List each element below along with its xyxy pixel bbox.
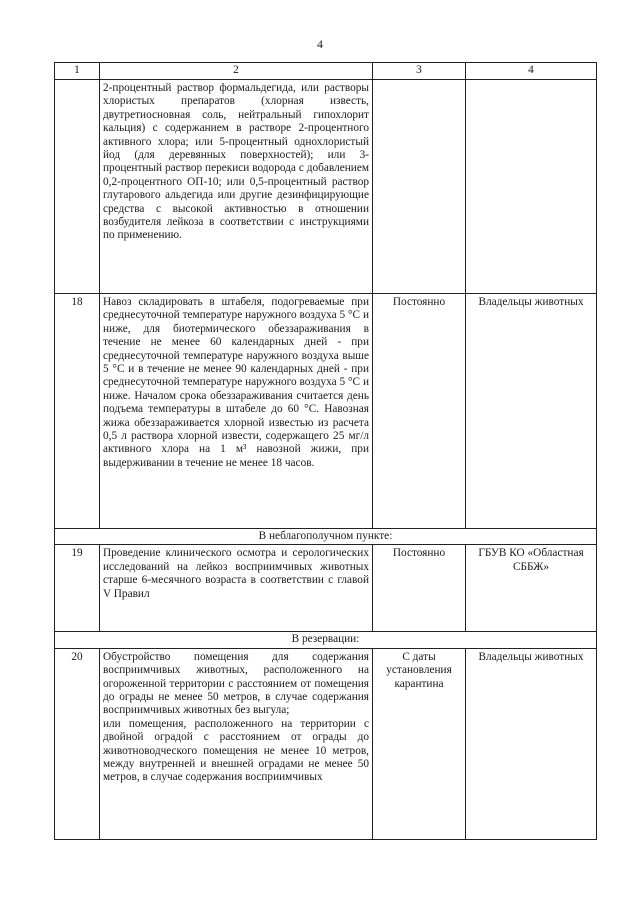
column-header-1: 1	[55, 63, 100, 80]
section-label: В резервации:	[55, 632, 597, 648]
responsible-text	[466, 80, 597, 294]
table-row	[55, 80, 597, 294]
table-header-row	[55, 63, 597, 80]
term-text: С даты установления карантина	[373, 648, 466, 839]
column-header-3: 3	[373, 63, 466, 80]
row-number: 19	[55, 545, 100, 632]
measure-text: Проведение клинического осмотра и серологических исследований на лейкоз восприимчивых животных старше 6-месячного возраста в соответствии с главой V Правил	[100, 545, 373, 632]
term-text: Постоянно	[373, 545, 466, 632]
row-number	[55, 80, 100, 294]
column-header-2: 2	[100, 63, 373, 80]
row-number: 18	[55, 294, 100, 529]
measures-table	[54, 62, 597, 840]
measure-text: Навоз складировать в штабеля, подогреваемые при среднесуточной температуре наружного воздуха 5 °С и ниже, для биотермического обеззараживания в течение не менее 60 календарных дней - при среднесуточной температуре наружного воздуха выше 5 °С и в течение не менее 90 календарных дней - при среднесуточной температуре наружного воздуха 5 °С и ниже. Началом срока обеззараживания считается день подъема температуры в штабеле до 60 °С. Навозная жижа обеззараживается хлорной известью из расчета 0,5 л раствора хлорной извести, содержащего 25 мг/л активного хлора на 1 м³ навозной жижи, при выдерживании в течение не менее 18 часов.	[100, 294, 373, 529]
page-number: 4	[317, 37, 323, 51]
term-text	[373, 80, 466, 294]
row-number: 20	[55, 648, 100, 839]
measure-text: Обустройство помещения для содержания восприимчивых животных, расположенного на огороженной территории с расстоянием от помещения до ограды не менее 50 метров, в случае содержания восприимчивых животных без выгула; или помещения, расположенного на территории с двойной оградой с расстоянием от ограды до животноводческого помещения не менее 10 метров, между внутренней и внешней оградами не менее 50 метров, в случае содержания восприимчивых	[100, 648, 373, 839]
section-row	[55, 632, 597, 648]
measure-text: 2-процентный раствор формальдегида, или растворы хлористых препаратов (хлорная известь, двутретиосновная соль, нейтральный гипохлорит кальция) с содержанием в растворе 2-процентного активного хлора; или 5-процентный однохлористый йод (для деревянных поверхностей); или 3-процентный раствор перекиси водорода с добавлением 0,2-процентного ОП-10; или 0,5-процентный раствор глутарового альдегида или другие дезинфицирующие средства с высокой активностью в отношении возбудителя лейкоза в соответствии с инструкциями по применению.	[100, 80, 373, 294]
responsible-text: ГБУВ КО «Областная СББЖ»	[466, 545, 597, 632]
section-label: В неблагополучном пункте:	[55, 529, 597, 545]
responsible-text: Владельцы животных	[466, 648, 597, 839]
table-row	[55, 545, 597, 632]
term-text: Постоянно	[373, 294, 466, 529]
table-row	[55, 648, 597, 839]
responsible-text: Владельцы животных	[466, 294, 597, 529]
column-header-4: 4	[466, 63, 597, 80]
section-row	[55, 529, 597, 545]
table-row	[55, 294, 597, 529]
